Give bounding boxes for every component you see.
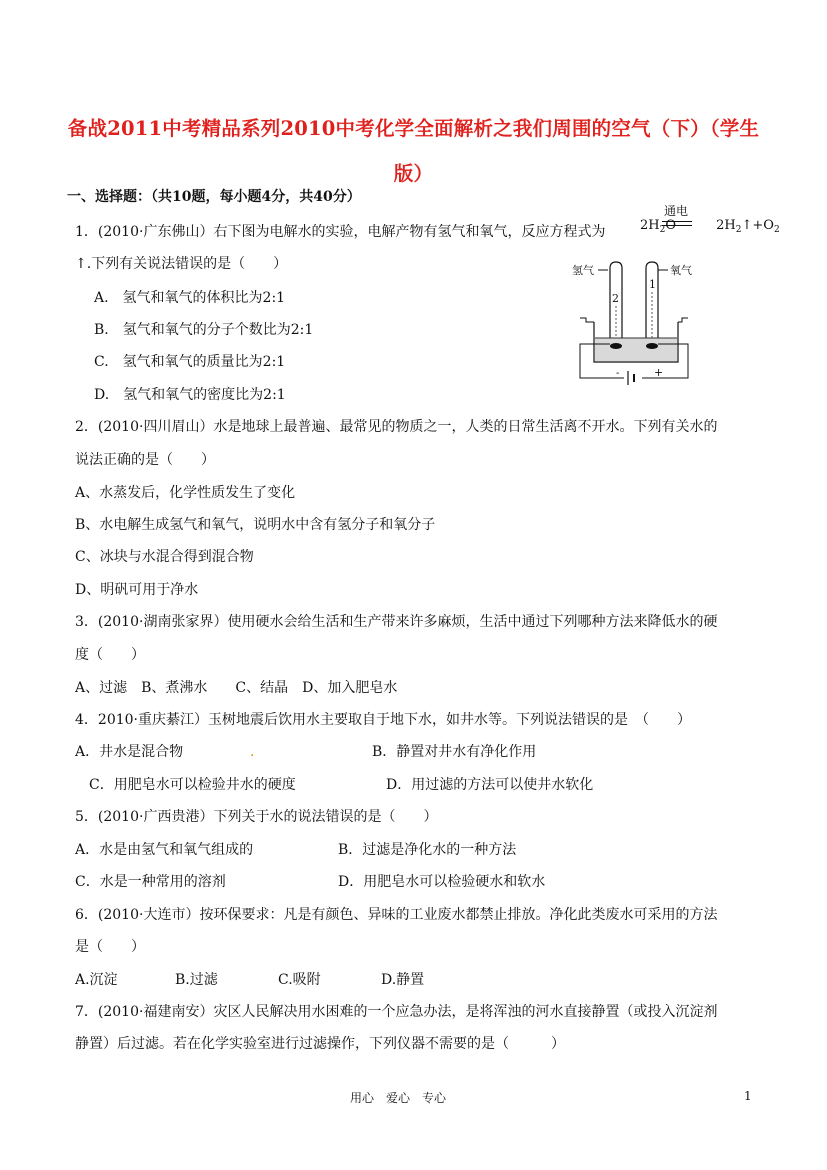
q2-option-a: A、水蒸发后，化学性质发生了变化 (75, 485, 296, 501)
equals-bar-bottom (662, 225, 692, 226)
figure-water (595, 338, 677, 361)
figure-minus-sign: - (616, 368, 620, 379)
q3-stem-line2: 度（ ） (75, 647, 145, 663)
page-number: 1 (744, 1089, 752, 1103)
q1-option-a: A. 氢气和氧气的体积比为2:1 (94, 290, 286, 306)
q4-option-d: D．用过滤的方法可以使井水软化 (386, 777, 594, 793)
formula-left: $2H_2O$ (640, 218, 677, 235)
q7-stem-line1: 7．(2010·福建南安）灾区人民解决用水困难的一个应急办法，是将浑浊的河水直接静置（或投入沉淀剂 (75, 1004, 718, 1020)
q6-option-c: C.吸附 (278, 972, 321, 988)
electrolysis-equation (640, 204, 780, 235)
q5-stem: 5．(2010·广西贵港）下列关于水的说法错误的是（ ） (75, 809, 438, 825)
q6-option-d: D.静置 (381, 972, 425, 988)
q2-option-d: D、明矾可用于净水 (75, 582, 199, 598)
formula-right: $2H_2↑+O_2$ (716, 218, 780, 235)
q2-option-c: C、冰块与水混合得到混合物 (75, 549, 254, 565)
figure-support-left (580, 318, 594, 322)
q6-stem-line1: 6．(2010·大连市）按环保要求：凡是有颜色、异味的工业废水都禁止排放。净化此类废水可采用的方法 (75, 907, 718, 923)
q6-option-a: A.沉淀 (75, 972, 118, 988)
document-title: 备战2011中考精品系列2010中考化学全面解析之我们周围的空气（下）（学生版） (67, 117, 760, 185)
figure-label-oxygen: 氧气 (670, 264, 692, 277)
q4-option-a: A．井水是混合物 (75, 744, 184, 760)
electrolysis-apparatus-figure (572, 258, 694, 386)
q5-option-b: B．过滤是净化水的一种方法 (338, 842, 517, 858)
q4-option-b: B．静置对井水有净化作用 (372, 744, 537, 760)
figure-electrode-right (646, 343, 658, 349)
formula-condition: 通电 (664, 204, 689, 218)
q1-stem-line1: 1．(2010·广东佛山）右下图为电解水的实验，电解产物有氢气和氧气，反应方程式为 (75, 224, 606, 240)
q6-stem-line2: 是（ ） (75, 939, 145, 955)
q1-stem-line2: ↑.下列有关说法错误的是（ ） (75, 256, 288, 272)
equals-bar-top (662, 221, 692, 222)
q1-option-d: D. 氢气和氧气的密度比为2:1 (94, 387, 286, 403)
figure-tube-number-1: 1 (649, 278, 656, 291)
q4-stem: 4．2010·重庆綦江）玉树地震后饮用水主要取自于地下水，如井水等。下列说法错误的是 （ ） (75, 712, 691, 728)
figure-support-right (678, 318, 688, 322)
figure-label-hydrogen: 氢气 (572, 264, 594, 277)
q5-option-a: A．水是由氢气和氧气组成的 (75, 842, 254, 858)
q3-options: A、过滤 B、煮沸水 C、结晶 D、加入肥皂水 (75, 680, 398, 696)
q2-stem-line1: 2．(2010·四川眉山）水是地球上最普遍、最常见的物质之一，人类的日常生活离不开水。下列有关水的 (75, 419, 718, 435)
q4-option-c: C．用肥皂水可以检验井水的硬度 (89, 777, 296, 793)
page-footer: 用心 爱心 专心 (350, 1091, 447, 1105)
q2-stem-line2: 说法正确的是（ ） (75, 452, 215, 468)
q5-option-c: C．水是一种常用的溶剂 (75, 874, 226, 890)
figure-electrode-left (610, 343, 622, 349)
q3-stem-line1: 3．(2010·湖南张家界）使用硬水会给生活和生产带来许多麻烦，生活中通过下列哪种方法来降低水的硬 (75, 614, 718, 630)
q1-option-b: B. 氢气和氧气的分子个数比为2:1 (94, 322, 314, 338)
figure-plus-sign: + (654, 366, 664, 379)
q5-option-d: D．用肥皂水可以检验硬水和软水 (338, 874, 546, 890)
section-heading: 一、选择题：（共10题，每小题4分，共40分） (67, 189, 361, 205)
figure-tube-number-2: 2 (612, 292, 619, 305)
q1-option-c: C. 氢气和氧气的质量比为2:1 (94, 354, 286, 370)
q2-option-b: B、水电解生成氢气和氧气，说明水中含有氢分子和氧分子 (75, 517, 436, 533)
q7-stem-line2: 静置）后过滤。若在化学实验室进行过滤操作，下列仪器不需要的是（ ） (75, 1036, 565, 1052)
q4-stray-dot: . (250, 744, 255, 760)
q6-option-b: B.过滤 (175, 972, 218, 988)
